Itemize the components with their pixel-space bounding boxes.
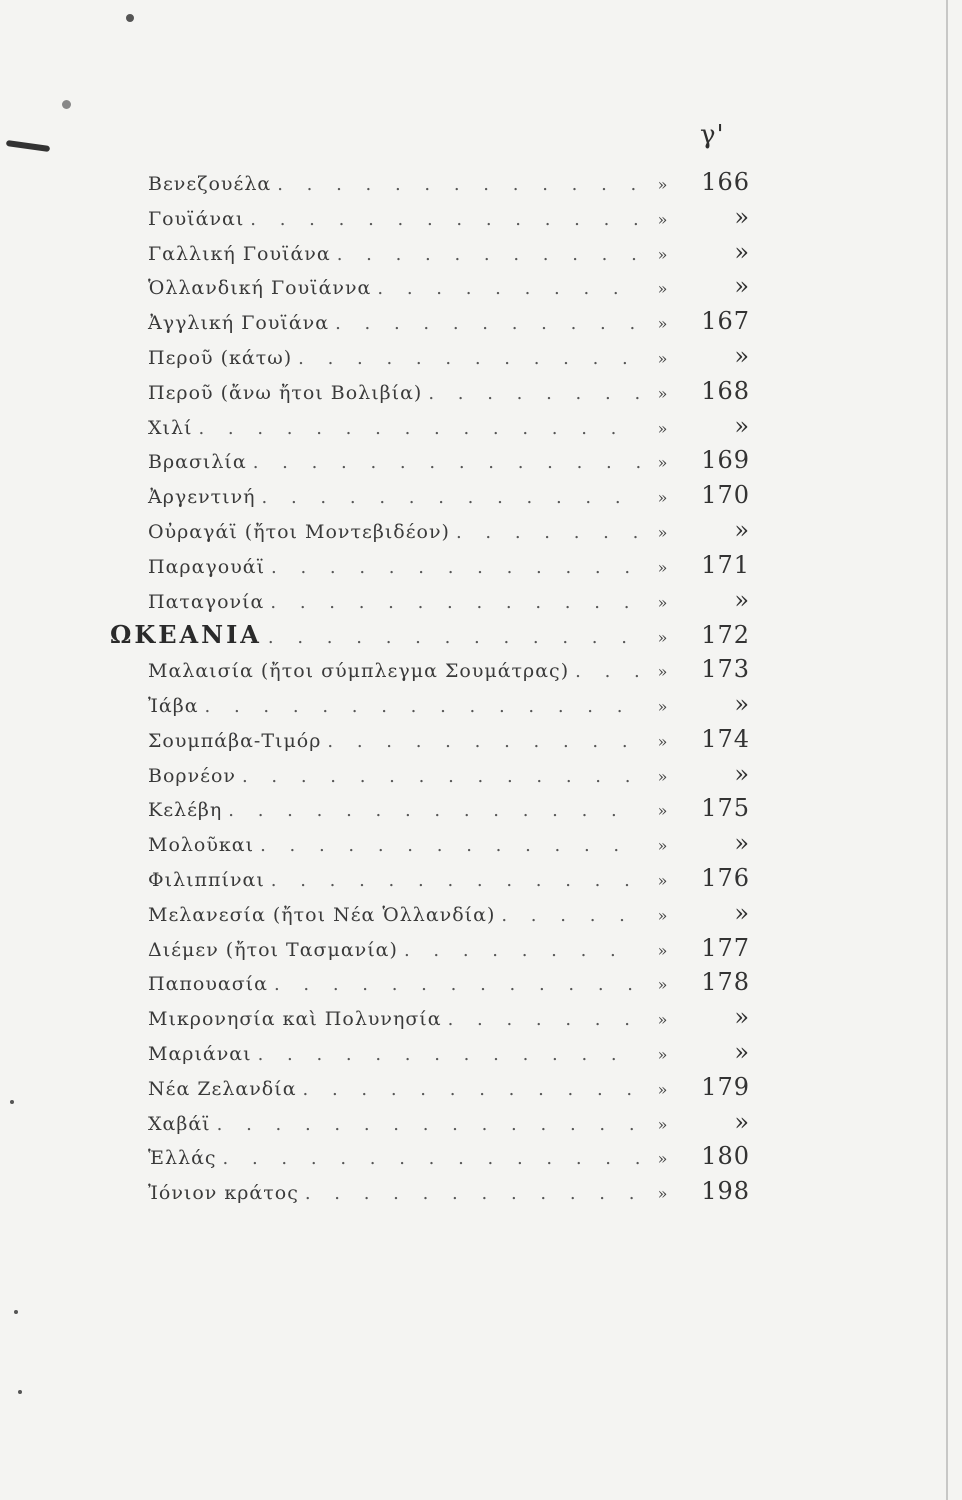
toc-entry-page: 176 xyxy=(701,863,750,892)
leader-dots xyxy=(305,1183,640,1204)
leader-dots xyxy=(377,278,640,299)
ditto-mark: » xyxy=(657,766,669,786)
ink-speck xyxy=(18,1390,22,1394)
toc-entry-page: » xyxy=(734,898,750,927)
leader-dots xyxy=(456,522,640,543)
toc-entry-page: » xyxy=(734,585,750,614)
leader-dots xyxy=(228,800,640,821)
toc-entry-label: Ἀγγλική Γουϊάνα xyxy=(148,312,330,335)
ditto-mark: » xyxy=(657,662,669,682)
toc-entry xyxy=(110,1177,750,1212)
leader-dots xyxy=(250,209,640,230)
page-edge xyxy=(946,0,948,1500)
leader-dots xyxy=(298,348,640,369)
toc-entry-page: » xyxy=(734,689,750,718)
toc-entry xyxy=(110,934,750,969)
ditto-mark: » xyxy=(657,1079,669,1099)
toc-entry-label: Βρασιλία xyxy=(148,451,247,474)
toc-entry-page: 171 xyxy=(701,550,750,579)
toc-entry xyxy=(110,168,750,203)
toc-entry-page: » xyxy=(734,1037,750,1066)
ditto-mark: » xyxy=(657,628,669,648)
toc-entry-page: 177 xyxy=(701,933,750,962)
ditto-mark: » xyxy=(657,453,669,473)
toc-entry xyxy=(110,690,750,725)
toc-entry-page: 174 xyxy=(701,724,750,753)
toc-entry xyxy=(110,307,750,342)
leader-dots xyxy=(198,418,640,439)
toc-entry-label: Οὐραγάϊ (ἤτοι Μοντεβιδέον) xyxy=(148,520,450,543)
toc-entry-page: » xyxy=(734,759,750,788)
toc-entry-label: Ἰόνιον κράτος xyxy=(148,1182,299,1205)
ditto-mark: » xyxy=(657,696,669,716)
toc-entry-page: 175 xyxy=(701,794,750,823)
toc-entry-label: Ἀργεντινή xyxy=(148,486,256,509)
toc-entry-label: Παταγονία xyxy=(148,590,265,613)
ditto-mark: » xyxy=(657,975,669,995)
ditto-mark: » xyxy=(657,1184,669,1204)
toc-entry-label: Χιλί xyxy=(148,416,193,439)
toc-entry xyxy=(110,238,750,273)
toc-entry-page: 169 xyxy=(701,446,750,475)
toc-entry xyxy=(110,968,750,1003)
toc-entry xyxy=(110,1108,750,1143)
leader-dots xyxy=(271,870,640,891)
ditto-mark: » xyxy=(657,314,669,334)
toc-entry-page: » xyxy=(734,411,750,440)
ditto-mark: » xyxy=(657,383,669,403)
leader-dots xyxy=(262,487,640,508)
leader-dots xyxy=(242,766,640,787)
ditto-mark: » xyxy=(657,348,669,368)
toc-entry xyxy=(110,412,750,447)
ink-speck xyxy=(14,1310,18,1314)
toc-entry-page: 178 xyxy=(701,968,750,997)
leader-dots xyxy=(268,627,640,648)
leader-dots xyxy=(428,383,640,404)
toc-entry-page: 168 xyxy=(701,376,750,405)
ditto-mark: » xyxy=(657,1149,669,1169)
toc-entry-label: Γουϊάναι xyxy=(148,207,245,230)
toc-entry-label: Ἰάβα xyxy=(148,694,199,717)
toc-entry-label: Σουμπάβα-Τιμόρ xyxy=(148,729,322,752)
toc-entry xyxy=(110,899,750,934)
toc-entry-label: Μικρονησία καὶ Πολυνησία xyxy=(148,1008,442,1031)
ditto-mark: » xyxy=(657,731,669,751)
toc-entry xyxy=(110,1038,750,1073)
toc-entry xyxy=(110,203,750,238)
toc-entry-label: Βορνέον xyxy=(148,764,236,787)
ditto-mark: » xyxy=(657,1010,669,1030)
leader-dots xyxy=(337,244,640,265)
toc-entry-label: Παπουασία xyxy=(148,973,268,996)
leader-dots xyxy=(260,835,640,856)
toc-entry xyxy=(110,725,750,760)
toc-entry-page: 179 xyxy=(701,1072,750,1101)
toc-entry-page: » xyxy=(734,272,750,301)
toc-entry-label: Μελανεσία (ἤτοι Νέα Ὁλλανδία) xyxy=(148,903,496,926)
ditto-mark: » xyxy=(657,175,669,194)
page-number: γ' xyxy=(700,120,725,150)
toc-entry-label: Μαριάναι xyxy=(148,1042,252,1065)
toc-section-heading xyxy=(110,620,750,655)
toc-entry xyxy=(110,794,750,829)
ditto-mark: » xyxy=(657,801,669,821)
toc-entry xyxy=(110,551,750,586)
toc-entry-label: Φιλιππίναι xyxy=(148,868,265,891)
ink-mark xyxy=(6,140,50,152)
toc-entry-label: ΩΚΕΑΝΙΑ xyxy=(110,620,262,650)
ink-speck xyxy=(10,1100,14,1104)
toc-entry-label: Μολοῦκαι xyxy=(148,834,255,857)
toc-entry-page: » xyxy=(734,202,750,231)
leader-dots xyxy=(277,174,640,195)
leader-dots xyxy=(258,1044,640,1065)
ditto-mark: » xyxy=(657,418,669,438)
ditto-mark: » xyxy=(657,244,669,264)
table-of-contents xyxy=(110,168,750,1212)
leader-dots xyxy=(253,452,640,473)
toc-entry xyxy=(110,655,750,690)
toc-entry-page: 173 xyxy=(701,655,750,684)
toc-entry-label: Μαλαισία (ἤτοι σύμπλεγμα Σουμάτρας) xyxy=(148,660,570,683)
ditto-mark: » xyxy=(657,522,669,542)
ditto-mark: » xyxy=(657,905,669,925)
toc-entry-label: Γαλλική Γουϊάνα xyxy=(148,242,331,265)
leader-dots xyxy=(217,1114,640,1135)
toc-entry xyxy=(110,586,750,621)
toc-entry-label: Νέα Ζελανδία xyxy=(148,1077,297,1100)
toc-entry xyxy=(110,1073,750,1108)
leader-dots xyxy=(205,696,640,717)
ditto-mark: » xyxy=(657,488,669,508)
toc-entry xyxy=(110,864,750,899)
toc-entry xyxy=(110,516,750,551)
toc-entry-page: 167 xyxy=(701,307,750,336)
toc-entry-label: Ἑλλάς xyxy=(148,1147,217,1170)
leader-dots xyxy=(223,1148,640,1169)
toc-entry-page: » xyxy=(734,237,750,266)
toc-entry-label: Διέμεν (ἤτοι Τασμανία) xyxy=(148,938,398,961)
ditto-mark: » xyxy=(657,836,669,856)
leader-dots xyxy=(575,661,640,682)
leader-dots xyxy=(404,940,640,961)
ink-speck xyxy=(62,100,71,109)
toc-entry-label: Περοῦ (κάτω) xyxy=(148,346,293,369)
toc-entry-label: Περοῦ (ἄνω ἤτοι Βολιβία) xyxy=(148,381,423,404)
ditto-mark: » xyxy=(657,279,669,299)
toc-entry xyxy=(110,760,750,795)
leader-dots xyxy=(327,731,640,752)
ditto-mark: » xyxy=(657,870,669,890)
toc-entry-page: 170 xyxy=(701,481,750,510)
ink-speck xyxy=(126,14,134,22)
ditto-mark: » xyxy=(657,592,669,612)
leader-dots xyxy=(335,313,640,334)
toc-entry xyxy=(110,446,750,481)
toc-entry xyxy=(110,481,750,516)
toc-entry xyxy=(110,377,750,412)
toc-entry-page: 166 xyxy=(701,168,750,196)
toc-entry-page: » xyxy=(734,829,750,858)
toc-entry-label: Κελέβη xyxy=(148,799,223,822)
toc-entry xyxy=(110,829,750,864)
ditto-mark: » xyxy=(657,1114,669,1134)
toc-entry-page: 198 xyxy=(701,1177,750,1206)
ditto-mark: » xyxy=(657,209,669,229)
toc-entry-page: » xyxy=(734,1003,750,1032)
toc-entry-label: Παραγουάϊ xyxy=(148,555,266,578)
leader-dots xyxy=(270,592,640,613)
toc-entry-page: » xyxy=(734,515,750,544)
toc-entry xyxy=(110,342,750,377)
toc-entry xyxy=(110,272,750,307)
ditto-mark: » xyxy=(657,557,669,577)
leader-dots xyxy=(501,905,640,926)
ditto-mark: » xyxy=(657,1044,669,1064)
toc-entry xyxy=(110,1142,750,1177)
leader-dots xyxy=(448,1009,640,1030)
leader-dots xyxy=(303,1079,640,1100)
leader-dots xyxy=(274,974,640,995)
toc-entry-page: » xyxy=(734,341,750,370)
toc-entry-label: Χαβάϊ xyxy=(148,1112,211,1135)
toc-entry-page: » xyxy=(734,1107,750,1136)
ditto-mark: » xyxy=(657,940,669,960)
toc-entry xyxy=(110,1003,750,1038)
leader-dots xyxy=(271,557,640,578)
toc-entry-label: Βενεζουέλα xyxy=(148,173,272,195)
toc-entry-page: 180 xyxy=(701,1142,750,1171)
toc-entry-page: 172 xyxy=(701,621,750,650)
toc-entry-label: Ὁλλανδική Γουϊάννα xyxy=(148,277,372,300)
